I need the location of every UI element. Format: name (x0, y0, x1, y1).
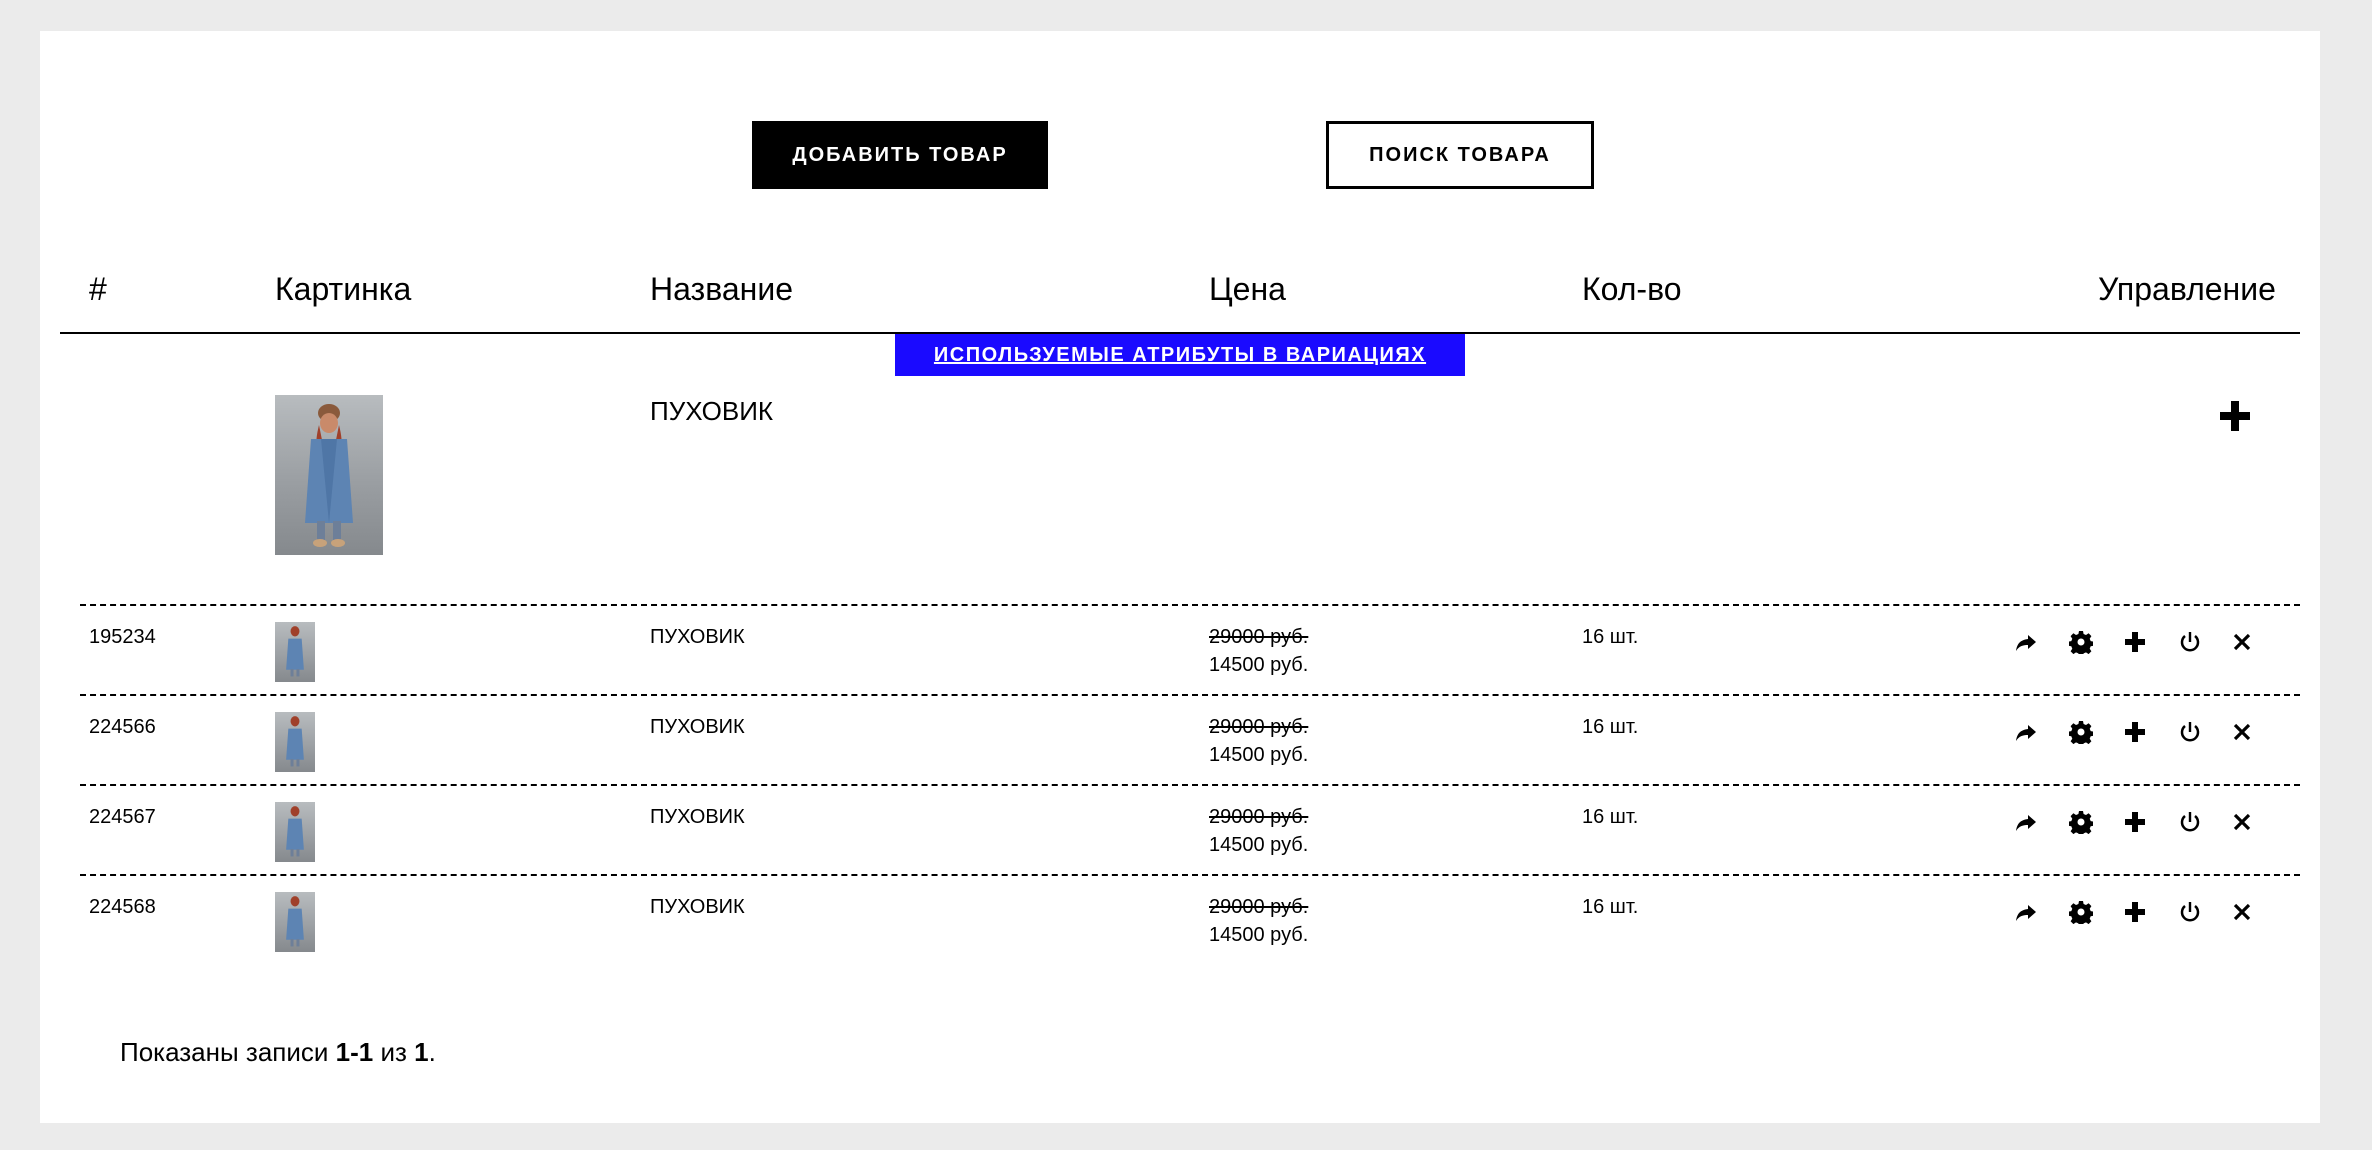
row-qty: 16 шт. (1582, 896, 1639, 918)
summary-range: 1-1 (335, 1037, 374, 1067)
row-price-new: 14500 руб. (1209, 654, 1309, 676)
power-icon[interactable] (2178, 810, 2202, 834)
row-price-old: 29000 руб. (1209, 626, 1309, 648)
row-id: 224568 (89, 896, 156, 918)
row-price-new: 14500 руб. (1209, 744, 1309, 766)
header-image: Картинка (275, 271, 412, 307)
table-row (40, 786, 2320, 876)
row-price-new: 14500 руб. (1209, 924, 1309, 946)
records-summary (120, 1037, 436, 1068)
search-product-button[interactable]: ПОИСК ТОВАРА (1326, 121, 1594, 189)
summary-of: из (373, 1037, 415, 1067)
summary-prefix: Показаны записи (120, 1037, 336, 1067)
gear-icon[interactable] (2069, 630, 2093, 654)
plus-icon[interactable] (2123, 900, 2147, 924)
summary-suffix: . (428, 1037, 436, 1067)
header-number: # (89, 271, 107, 307)
row-price-old: 29000 руб. (1209, 806, 1309, 828)
close-icon[interactable] (2230, 900, 2254, 924)
row-name: ПУХОВИК (650, 626, 745, 648)
plus-icon[interactable] (2123, 720, 2147, 744)
add-product-button[interactable]: ДОБАВИТЬ ТОВАР (752, 121, 1048, 189)
gear-icon[interactable] (2069, 720, 2093, 744)
row-qty: 16 шт. (1582, 716, 1639, 738)
header-name: Название (650, 271, 793, 307)
table-row (40, 696, 2320, 786)
row-id: 224567 (89, 806, 156, 828)
product-name: ПУХОВИК (650, 396, 774, 426)
add-variation-plus-icon[interactable] (2220, 401, 2250, 431)
power-icon[interactable] (2178, 900, 2202, 924)
plus-icon[interactable] (2123, 630, 2147, 654)
gear-icon[interactable] (2069, 810, 2093, 834)
close-icon[interactable] (2230, 720, 2254, 744)
attributes-in-variations-link[interactable]: ИСПОЛЬЗУЕМЫЕ АТРИБУТЫ В ВАРИАЦИЯХ (895, 334, 1465, 376)
row-name: ПУХОВИК (650, 716, 745, 738)
close-icon[interactable] (2230, 630, 2254, 654)
table-row (40, 606, 2320, 696)
share-icon[interactable] (2014, 720, 2038, 744)
power-icon[interactable] (2178, 630, 2202, 654)
row-qty: 16 шт. (1582, 626, 1639, 648)
row-thumbnail (275, 622, 315, 682)
row-name: ПУХОВИК (650, 896, 745, 918)
row-price-old: 29000 руб. (1209, 896, 1309, 918)
header-actions: Управление (2098, 271, 2276, 307)
row-price-old: 29000 руб. (1209, 716, 1309, 738)
share-icon[interactable] (2014, 630, 2038, 654)
power-icon[interactable] (2178, 720, 2202, 744)
row-qty: 16 шт. (1582, 806, 1639, 828)
plus-icon[interactable] (2123, 810, 2147, 834)
row-price-new: 14500 руб. (1209, 834, 1309, 856)
summary-total: 1 (414, 1037, 429, 1067)
share-icon[interactable] (2014, 900, 2038, 924)
table-row (40, 876, 2320, 966)
row-id: 195234 (89, 626, 156, 648)
header-price: Цена (1209, 271, 1286, 307)
row-thumbnail (275, 712, 315, 772)
product-image (275, 395, 383, 555)
row-thumbnail (275, 802, 315, 862)
row-thumbnail (275, 892, 315, 952)
share-icon[interactable] (2014, 810, 2038, 834)
header-qty: Кол-во (1582, 271, 1682, 307)
row-name: ПУХОВИК (650, 806, 745, 828)
row-id: 224566 (89, 716, 156, 738)
gear-icon[interactable] (2069, 900, 2093, 924)
main-panel (40, 31, 2320, 1123)
close-icon[interactable] (2230, 810, 2254, 834)
